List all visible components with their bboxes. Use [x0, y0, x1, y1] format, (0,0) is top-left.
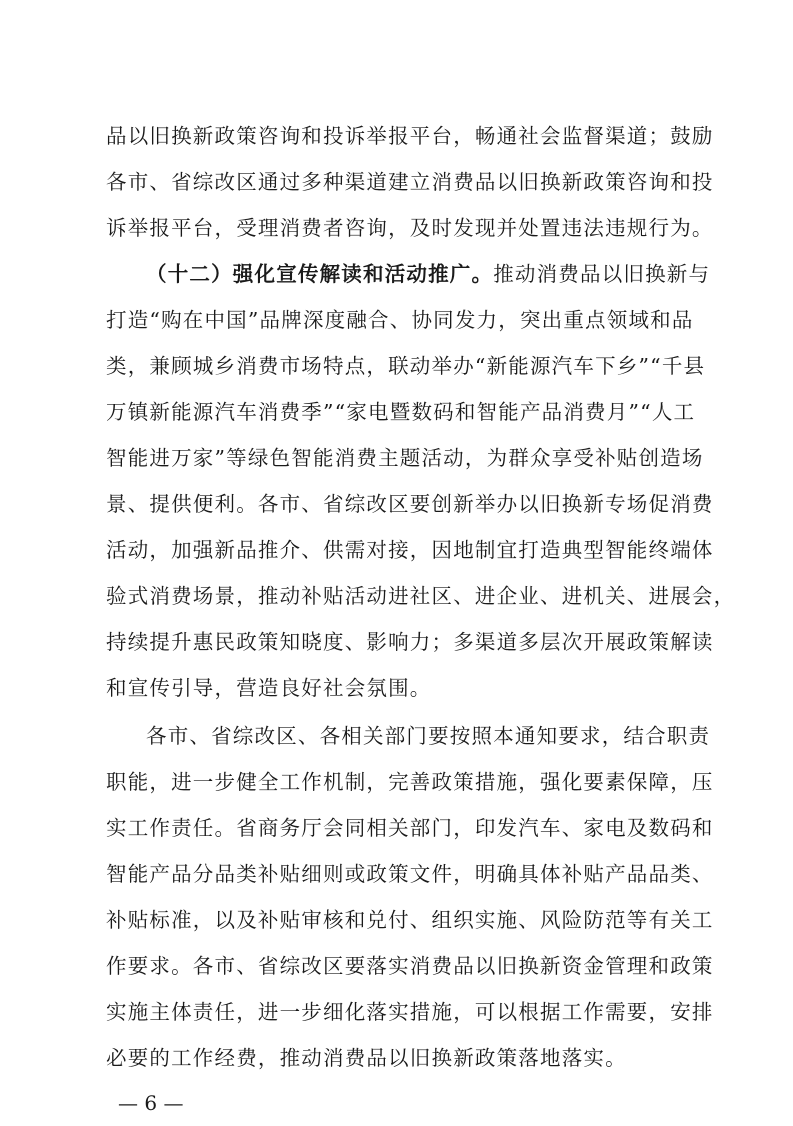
paragraph-line: 持续提升惠民政策知晓度、影响力；多渠道多层次开展政策解读 [106, 630, 714, 654]
paragraph-line: 实施主体责任，进一步细化落实措施，可以根据工作需要，安排 [106, 1000, 714, 1024]
paragraph-line: 必要的工作经费，推动消费品以旧换新政策落地落实。 [106, 1046, 627, 1070]
paragraph-line: 智能产品分品类补贴细则或政策文件，明确具体补贴产品品类、 [106, 862, 714, 886]
paragraph-line: 各市、省综改区、各相关部门要按照本通知要求，结合职责 [146, 724, 711, 748]
paragraph-line: 验式消费场景，推动补贴活动进社区、进企业、进机关、进展会， [106, 584, 736, 608]
paragraph-line: 智能进万家”等绿色智能消费主题活动，为群众享受补贴创造场 [106, 446, 704, 470]
paragraph-line: 活动，加强新品推介、供需对接，因地制宜打造典型智能终端体 [106, 538, 714, 562]
page-number: — 6 — [118, 1091, 184, 1115]
paragraph-line: 各市、省综改区通过多种渠道建立消费品以旧换新政策咨询和投 [106, 170, 714, 194]
section-heading-12: （十二）强化宣传解读和活动推广。 [146, 262, 494, 286]
paragraph-line-heading-12 [146, 257, 711, 291]
paragraph-line: 诉举报平台，受理消费者咨询，及时发现并处置违法违规行为。 [106, 216, 714, 240]
paragraph-line: 景、提供便利。各市、省综改区要创新举办以旧换新专场促消费 [106, 492, 714, 516]
paragraph-line: 和宣传引导，营造良好社会氛围。 [106, 676, 432, 700]
paragraph-text: 推动消费品以旧换新与 [493, 262, 711, 286]
paragraph-line: 万镇新能源汽车消费季”“家电暨数码和智能产品消费月”“人工 [106, 400, 696, 424]
paragraph-line: 类，兼顾城乡消费市场特点，联动举办“新能源汽车下乡”“千县 [106, 354, 706, 378]
paragraph-line: 打造“购在中国”品牌深度融合、协同发力，突出重点领域和品 [106, 308, 694, 332]
paragraph-line: 作要求。各市、省综改区要落实消费品以旧换新资金管理和政策 [106, 954, 714, 978]
paragraph-line: 补贴标准，以及补贴审核和兑付、组织实施、风险防范等有关工 [106, 908, 714, 932]
paragraph-line: 职能，进一步健全工作机制，完善政策措施，强化要素保障，压 [106, 770, 714, 794]
paragraph-line: 品以旧换新政策咨询和投诉举报平台，畅通社会监督渠道；鼓励 [106, 124, 714, 148]
paragraph-line: 实工作责任。省商务厅会同相关部门，印发汽车、家电及数码和 [106, 816, 714, 840]
